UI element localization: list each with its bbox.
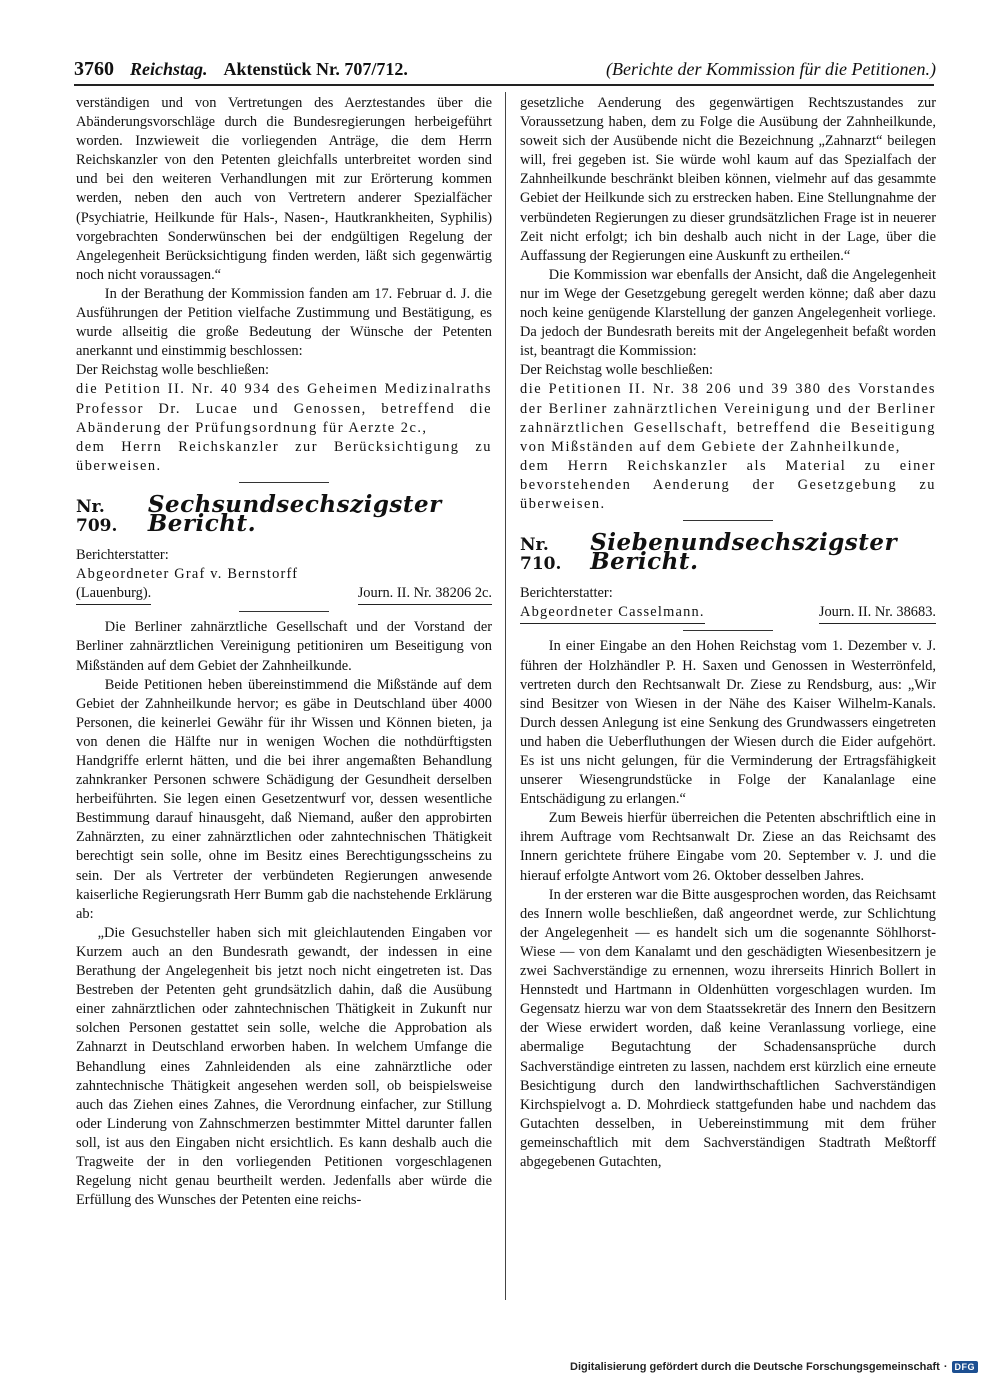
header-document: Aktenstück Nr. 707/712. [223,59,408,79]
rapporteur-line [520,603,936,624]
journal-number: Journ. II. Nr. 38683. [819,603,936,624]
page-number: 3760 [74,58,114,80]
motion-intro: Der Reichstag wolle beschließen: [76,362,270,379]
rapporteur-line [76,584,492,605]
dfg-logo-icon: DFG [952,1361,979,1373]
left-column [76,94,492,1210]
paragraph: Zum Beweis hierfür überreichen die Petenten abschriftlich eine in ihrem Auftrage vom Rechtsanwalt Dr. Ziese an das Reichsamt des Innern gerichtete frühere Eingabe vom 20. September v. J. und die hierauf erfolgte Antwort vom 26. Oktober desselben Jahres. [520,810,936,884]
report-title: Sechsundsechszigster Bericht. [147,490,442,537]
rapporteur-name: Abgeordneter Casselmann. [520,603,705,624]
motion-item: dem Herrn Reichskanzler als Material zu einer bevorstehenden Aenderung der Gesetzgebung zu überweisen. [520,457,936,512]
paragraph: Beide Petitionen heben übereinstimmend die Mißstände auf dem Gebiet der Zahnheilkunde hervor; es gäbe in Deutschland über 4000 Personen, die keinerlei Gewähr für ihr Wissen und Können bieten, ja von denen die Hälfte nur in wenigen Wochen die nothdürftigsten Handgriffe erlernt hätten, und die bei ihrer angemaßten Behandlung zahnkranker Personen schwere Schädigung der Gesundheit derselben herbeiführten. Sie legen einen Gesetzentwurf vor, dessen wesentliche Bestimmung darauf hinausgeht, daß Niemand, außer den approbirten Zahnärzten, zu einer zahnärztlichen oder zahntechnischen Thätigkeit berechtigt sein solle, ohne im Besitz eines Berechtigungsscheins zu sein. Der als Vertreter der verbündeten Regierungen anwesende kaiserliche Regierungsrath Herr Bumm gab die nachstehende Erklärung ab: [76,676,492,922]
paragraph: Die Kommission war ebenfalls der Ansicht, daß die Angelegenheit nur im Wege der Gesetzgebung geregelt werden könne; daß aber dazu noch keine genügende Klarstellung der ganzen Angelegenheit vorliege. Da jedoch der Bundesrath bereits mit der Angelegenheit befaßt worden ist, beantragt die Kommission: [520,266,936,360]
paragraph: In der Berathung der Kommission fanden am 17. Februar d. J. die Ausführungen der Petition vielfache Zustimmung und Bestätigung, es wurde allseitig die große Bedeutung der Wünsche der Petenten anerkannt und einstimmig beschlossen: [76,285,492,360]
report-heading [520,529,936,576]
column-divider [505,92,506,1300]
journal-number: Journ. II. Nr. 38206 2c. [358,584,492,605]
footer [570,1361,978,1373]
header-series: Reichstag. [130,59,208,79]
paragraph: gesetzliche Aenderung des gegenwärtigen Rechtszustandes zur Voraussetzung haben, dem zu Folge die Ausübung der Zahnheilkunde, soweit sich der Ausübende nicht die Bezeichnung „Zahnarzt“ beilegen will, frei gegeben ist. Sie würde wohl kaum auf das Spezialfach der Zahnheilkunde beschränkt bleiben können, vielmehr auf das gesammte Gebiet der Heilkunde sich zu erstrecken haben. Eine Stellungnahme der verbündeten Regierungen zu dieser grundsätzlichen Frage ist in neuerer Zeit nicht erfolgt; ich bin deshalb auch nicht in der Lage, über die Auffassung der Regierungen eine Auskunft zu ertheilen.“ [520,95,936,264]
page-header [74,58,936,81]
motion-item: die Petition II. Nr. 40 934 des Geheimen Medizinalraths Professor Dr. Lucae und Genossen, betreffend die Abänderung der Prüfungsordnung für Aerzte 2c., [76,381,492,436]
report-number: Nr. 710. [520,535,562,575]
separator [683,520,773,521]
rapporteur-label: Berichterstatter: [520,585,613,602]
paragraph: „Die Gesuchsteller haben sich mit gleichlautenden Eingaben vor Kurzem auch an den Bundesrath gewandt, der indessen in eine Berathung der Angelegenheit bis jetzt noch nicht eingetreten ist. Das Bestreben der Petenten geht grundsätzlich dahin, daß die Ausübung einer zahnärztlichen oder zahntechnischen Thätigkeit in Zukunft nur solchen Personen gestattet sein solle, welche die Approbation als Zahnarzt in Deutschland erworben haben. In welchem Umfange die Behandlung eines Zahnleidenden als eine zahnärztliche oder zahntechnische Thätigkeit angesehen werden soll, ob beispielsweise auch das Ziehen eines Zahnes, die Verordnung einfacher, zur Stillung oder Linderung von Zahnschmerzen bestimmter Mittel darunter fallen soll, ist aus den Eingaben nicht ersichtlich. Es kann deshalb auch die Tragweite der in den vorliegenden Petitionen vorgeschlagenen Regelung nicht genau beurtheilt werden. Jedenfalls aber würde die Erfüllung des Wunsches der Petenten eine reichs- [76,924,492,1209]
rapporteur-name: Abgeordneter Graf v. Bernstorff [76,566,299,583]
header-section: (Berichte der Kommission für die Petitionen.) [606,59,936,79]
rapporteur-place: (Lauenburg). [76,584,151,605]
separator [239,482,329,483]
paragraph: verständigen und von Vertretungen des Aerztestandes über die Abänderungsvorschläge durch die Bundesregierungen herbeigeführt worden. Inzwieweit die vorliegenden Anträge, die dem Herrn Reichskanzler von den Petenten gleichfalls unterbreitet worden sind und bei den weiteren Verhandlungen mit zur Erörterung kommen werden, neben den auch von Vertretern anderer Spezialfächer (Psychiatrie, Heilkunde für Hals-, Nasen-, Hautkrankheiten, Syphilis) vorgebrachten Sonderwünschen bei der endgültigen Regelung der Angelegenheit Berücksichtigung finden werden, läßt sich gegenwärtig noch nicht voraussagen.“ [76,95,492,283]
paragraph: Die Berliner zahnärztliche Gesellschaft und der Vorstand der Berliner zahnärztlichen Vereinigung petitioniren um Beseitigung von Mißständen auf dem Gebiet der Zahnheilkunde. [76,619,492,674]
paragraph: In der ersteren war die Bitte ausgesprochen worden, das Reichsamt des Innern wolle beschließen, daß angeordnet werde, zur Schlichtung der Angelegenheit — es handelt sich um die sogenannte Söhlhorst-Wiese — von dem Kanalamt und den geschädigten Wiesenbesitzern je zwei Sachverständige zu ernennen, wozu ihrerseits Hinrich Bollert in Hennstedt und Hartmann in Oldenhütten vorgeschlagen wurden. Im Gegensatz hierzu war von dem Staatssekretär des Innern den Besitzern der Wiese erwidert worden, daß keine Veranlassung vorliege, eine abermalige Begutachtung der Schadensansprüche durch Sachverständige eintreten zu lassen, nachdem erst kürzlich eine erneute Besichtigung durch den landwirthschaftlichen Sachverständigen Kirchspielvogt a. D. Mohrdieck stattgefunden habe und nachdem das Gutachten desselben, in Uebereinstimmung mit dem früher gemeinschaftlich mit dem Sachverständigen Stadtrath Meßtorff abgegebenen Gutachten, [520,886,936,1170]
separator [683,630,773,631]
rapporteur-label: Berichterstatter: [76,547,169,564]
header-rule [74,84,934,86]
motion-item: die Petitionen II. Nr. 38 206 und 39 380 des Vorstandes der Berliner zahnärztlichen Vereinigung und der Berliner zahnärztlichen Gesellschaft, betreffend die Beseitigung von Mißständen auf dem Gebiete der Zahnheilkunde, [520,381,936,455]
footer-text: Digitalisierung gefördert durch die Deutsche Forschungsgemeinschaft [570,1361,940,1373]
separator [239,611,329,612]
motion-intro: Der Reichstag wolle beschließen: [520,362,714,379]
report-title: Siebenundsechszigster Bericht. [590,529,898,576]
paragraph: In einer Eingabe an den Hohen Reichstag vom 1. Dezember v. J. führen der Holzhändler P. H. Saxen und Genossen in Westerrönfeld, vertreten durch den Rechtsanwalt Dr. Ziese zu Rendsburg, aus: „Wir sind Besitzer von Wiesen in der Nähe des Kaiser Wilhelm-Kanals. Durch dessen Anlegung ist eine Senkung des Grundwassers eingetreten und haben die Ueberfluthungen der Wiesen durch die Eider aufgehört. Es ist uns nicht gelungen, für die Verminderung der Ertragsfähigkeit unserer Wiesengrundstücke in Folge der Kanalanlage eine Entschädigung zu erlangen.“ [520,638,936,808]
report-number: Nr. 709. [76,496,118,536]
right-column [520,94,936,1172]
motion-item: dem Herrn Reichskanzler zur Berücksichtigung zu überweisen. [76,438,492,474]
report-heading [76,490,492,537]
footer-dot: · [943,1361,948,1373]
